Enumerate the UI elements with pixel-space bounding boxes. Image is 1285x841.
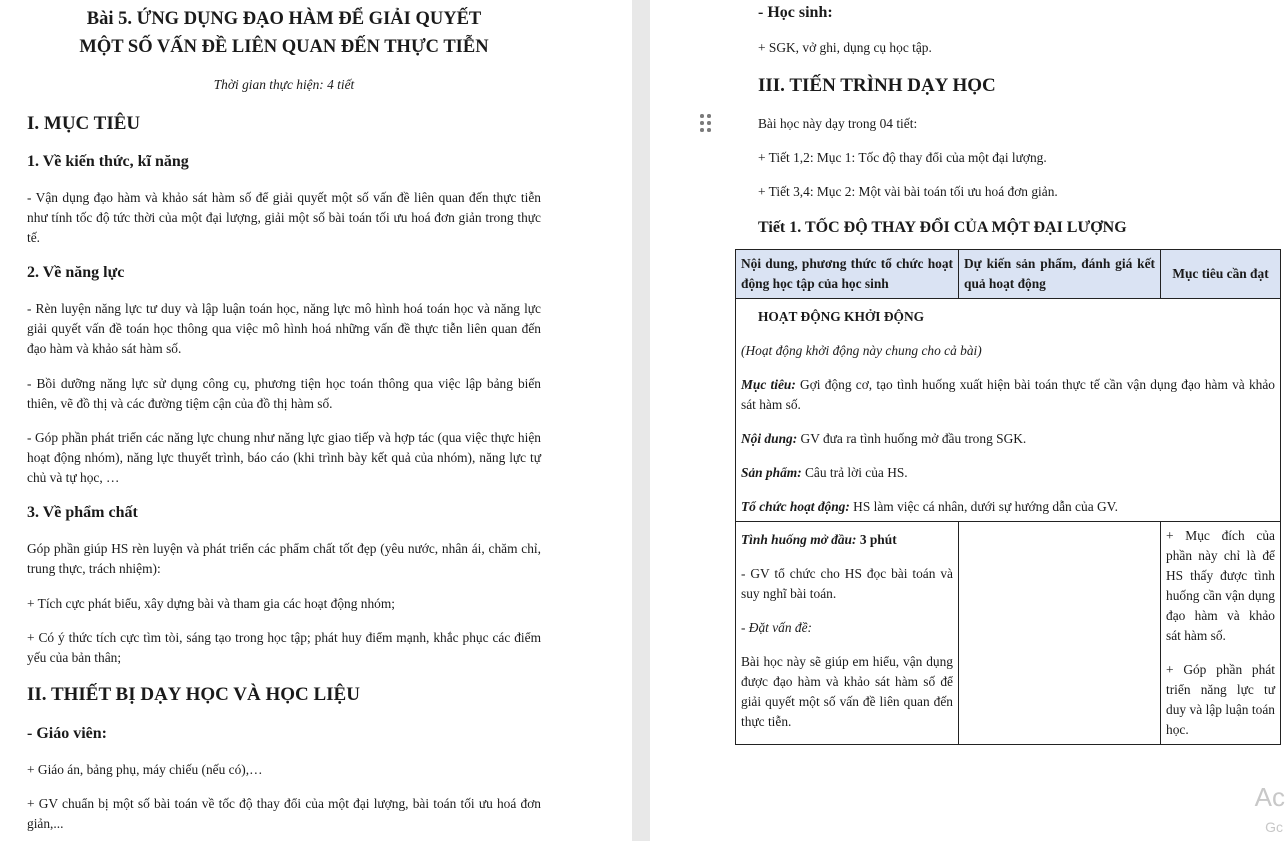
- paragraph-qualities-1: + Tích cực phát biểu, xây dựng bài và tham gia các hoạt động nhóm;: [27, 596, 396, 611]
- paragraph-teacher-2: + GV chuẩn bị một số bài toán về tốc độ thay đổi của một đại lượng, bài toán tối ưu hoá đơn giản,...: [27, 796, 541, 831]
- paragraph-competence-2: - Bồi dưỡng năng lực sử dụng công cụ, phương tiện học toán thông qua việc lập bảng biến thiên, vẽ đồ thị và các đường tiệm cận của đồ thị hàm số.: [27, 376, 541, 411]
- document-page-right: [650, 0, 1285, 841]
- warmup-goal: Mục tiêu: Gợi động cơ, tạo tình huống xuất hiện bài toán thực tế cần vận dụng đạo hàm và khảo sát hàm số.: [741, 377, 1275, 412]
- table-row-warmup: [736, 299, 1281, 522]
- table-header-goals: Mục tiêu cần đạt: [1161, 250, 1281, 299]
- opening-situation-products: [959, 522, 1161, 745]
- paragraph-students: + SGK, vở ghi, dụng cụ học tập.: [758, 40, 932, 55]
- heading-teacher: - Giáo viên:: [27, 725, 107, 742]
- paragraph-lesson-periods: Bài học này dạy trong 04 tiết:: [758, 116, 918, 131]
- opening-situation-aim-1: + Mục đích của phần này chỉ là để HS thấy được tình huống cần vận dụng đạo hàm và khảo sát hàm số.: [1166, 528, 1275, 643]
- opening-situation-step-1: - GV tổ chức cho HS đọc bài toán và suy nghĩ bài toán.: [741, 566, 953, 601]
- lesson-duration: Thời gian thực hiện: 4 tiết: [213, 77, 355, 92]
- heading-objectives: I. MỤC TIÊU: [27, 113, 141, 134]
- opening-situation-title: Tình huống mở đầu: 3 phút: [741, 532, 897, 547]
- lesson-title-line2: MỘT SỐ VẤN ĐỀ LIÊN QUAN ĐẾN THỰC TIỄN: [79, 37, 489, 57]
- paragraph-qualities-2: + Có ý thức tích cực tìm tòi, sáng tạo trong học tập; phát huy điểm mạnh, khắc phục các điểm yếu của bản thân;: [27, 630, 541, 665]
- document-page-left: [0, 0, 632, 841]
- warmup-activity-title: HOẠT ĐỘNG KHỞI ĐỘNG: [758, 309, 925, 324]
- paragraph-period-3-4: + Tiết 3,4: Mục 2: Một vài bài toán tối ưu hoá đơn giản.: [758, 184, 1058, 199]
- heading-qualities: 3. Về phẩm chất: [27, 504, 138, 521]
- heading-period-1: Tiết 1. TỐC ĐỘ THAY ĐỔI CỦA MỘT ĐẠI LƯỢNG: [758, 219, 1127, 236]
- opening-situation-aim-2: + Góp phần phát triển năng lực tư duy và lập luận toán học.: [1166, 662, 1275, 737]
- heading-competence: 2. Về năng lực: [27, 264, 125, 281]
- heading-teaching-process: III. TIẾN TRÌNH DẠY HỌC: [758, 75, 996, 96]
- paragraph-competence-3: - Góp phần phát triển các năng lực chung như năng lực giao tiếp và hợp tác (qua việc thực hiện hoạt động nhóm), năng lực thuyết trình, báo cáo (khi trình bày kết quả của nhóm), năng lực tự chủ và tự học, …: [27, 430, 541, 485]
- paragraph-qualities: Góp phần giúp HS rèn luyện và phát triển các phẩm chất tốt đẹp (yêu nước, nhân ái, chăm chỉ, trung thực, trách nhiệm):: [27, 541, 541, 576]
- opening-situation-step-3: Bài học này sẽ giúp em hiểu, vận dụng được đạo hàm và khảo sát hàm số để giải quyết một số vấn đề liên quan đến thực tiễn.: [741, 654, 953, 729]
- lesson-plan-table: [735, 249, 1281, 745]
- warmup-activity-note: (Hoạt động khởi động này chung cho cả bài): [741, 343, 982, 358]
- paragraph-period-1-2: + Tiết 1,2: Mục 1: Tốc độ thay đổi của một đại lượng.: [758, 150, 1047, 165]
- table-header-row: [736, 250, 1281, 299]
- paragraph-competence-1: - Rèn luyện năng lực tư duy và lập luận toán học, năng lực mô hình hoá toán học và năng lực giải quyết vấn đề toán học thông qua việc mô hình hoá những vấn đề thực tiễn liên quan đến đạo hàm và khảo sát hàm số.: [27, 301, 541, 356]
- paragraph-knowledge: - Vận dụng đạo hàm và khảo sát hàm số để giải quyết một số vấn đề liên quan đến thực tiễn như tính tốc độ tức thời của một đại lượng, giải một số bài toán tối ưu hoá đơn giản trong thực tế.: [27, 190, 541, 245]
- warmup-content: Nội dung: GV đưa ra tình huống mở đầu trong SGK.: [741, 431, 1027, 446]
- lesson-title-line1: Bài 5. ỨNG DỤNG ĐẠO HÀM ĐỂ GIẢI QUYẾT: [86, 9, 482, 29]
- activation-watermark-line2: Gc: [1265, 819, 1283, 835]
- drag-handle-icon[interactable]: [700, 114, 712, 136]
- heading-students: - Học sinh:: [758, 4, 833, 21]
- warmup-product: Sản phẩm: Câu trả lời của HS.: [741, 465, 908, 480]
- heading-equipment: II. THIẾT BỊ DẠY HỌC VÀ HỌC LIỆU: [27, 684, 360, 705]
- heading-knowledge-skills: 1. Về kiến thức, kĩ năng: [27, 153, 189, 170]
- opening-situation-step-2: - Đặt vấn đề:: [741, 620, 813, 635]
- warmup-organization: Tổ chức hoạt động: HS làm việc cá nhân, dưới sự hướng dẫn của GV.: [741, 499, 1118, 514]
- activation-watermark-line1: Ac: [1254, 782, 1285, 812]
- table-header-products: Dự kiến sản phẩm, đánh giá kết quả hoạt động: [959, 250, 1161, 299]
- table-row-opening-situation: [736, 522, 1281, 745]
- table-header-activities: Nội dung, phương thức tổ chức hoạt động học tập của học sinh: [736, 250, 959, 299]
- paragraph-teacher-1: + Giáo án, bảng phụ, máy chiếu (nếu có),…: [27, 762, 263, 777]
